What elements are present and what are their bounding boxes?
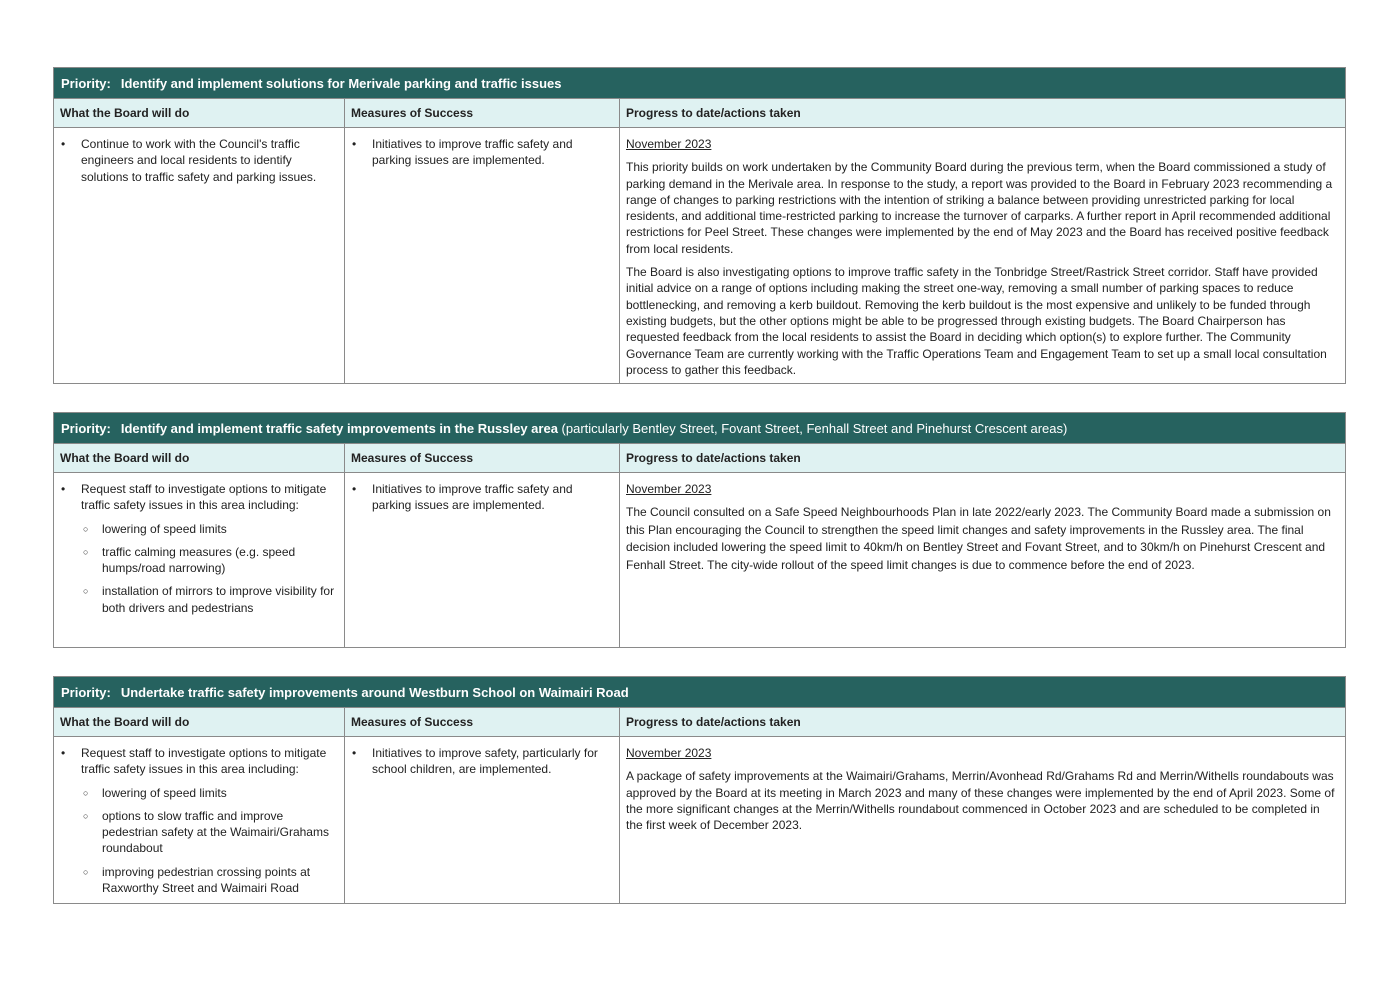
actions-cell	[54, 128, 345, 383]
table-body-row	[54, 737, 1345, 903]
priority-header	[54, 677, 1345, 707]
sub-list-item: ○ lowering of speed limits	[81, 785, 338, 801]
progress-cell	[620, 473, 1345, 647]
column-header-actions: What the Board will do	[54, 708, 345, 736]
priority-title: Identify and implement solutions for Merivale parking and traffic issues	[120, 75, 562, 91]
actions-cell	[54, 737, 345, 903]
priority-label: Priority:	[61, 420, 111, 436]
progress-paragraph: The Council consulted on a Safe Speed Neighbourhoods Plan in late 2022/early 2023. The Community Board made a submission on this Plan encouraging the Council to strengthen the speed limit changes and safety improvements in the Russley area. The final decision included lowering the speed limit to 40km/h on Bentley Street and Fovant Street, and to 30km/h on Pinehurst Crescent and Fenhall Street. The city-wide rollout of the speed limit changes is due to commence before the end of 2023.	[626, 505, 1331, 572]
progress-date: November 2023	[626, 746, 712, 760]
priority-header	[54, 413, 1345, 443]
list-item: • Continue to work with the Council's traffic engineers and local residents to identify solutions to traffic safety and parking issues.	[60, 136, 338, 185]
column-header-measures: Measures of Success	[345, 708, 620, 736]
progress-paragraph: A package of safety improvements at the Waimairi/Grahams, Merrin/Avonhead Rd/Grahams Rd and Merrin/Withells roundabouts was approved by the Board at its meeting in March 2023 and many of these changes were implemented by the end of April 2023. Some of the more significant changes at the Merrin/Withells roundabout commenced in October 2023 and are scheduled to be completed in the first week of December 2023.	[626, 769, 1335, 833]
priority-title: Undertake traffic safety improvements around Westburn School on Waimairi Road	[120, 684, 629, 700]
priority-label: Priority:	[61, 75, 111, 91]
measures-cell	[345, 473, 620, 647]
column-header-measures: Measures of Success	[345, 99, 620, 127]
column-header-actions: What the Board will do	[54, 444, 345, 472]
list-item: • Initiatives to improve traffic safety and parking issues are implemented.	[351, 136, 613, 169]
measures-cell	[345, 128, 620, 383]
priority-note: (particularly Bentley Street, Fovant Street, Fenhall Street and Pinehurst Crescent areas)	[561, 420, 1068, 436]
sub-list-item: ○ improving pedestrian crossing points at Raxworthy Street and Waimairi Road	[81, 864, 338, 897]
actions-cell	[54, 473, 345, 647]
priority-table-westburn	[53, 676, 1346, 904]
list-item: • Initiatives to improve traffic safety and parking issues are implemented.	[351, 481, 613, 514]
column-header-progress: Progress to date/actions taken	[626, 715, 801, 729]
sub-list-item: ○ lowering of speed limits	[81, 521, 338, 537]
progress-cell	[620, 128, 1345, 383]
action-intro: Request staff to investigate options to mitigate traffic safety issues in this area including:	[81, 482, 327, 513]
sub-list-item: ○ options to slow traffic and improve pedestrian safety at the Waimairi/Grahams roundabout	[81, 808, 338, 857]
column-header-actions: What the Board will do	[54, 99, 345, 127]
progress-date: November 2023	[626, 482, 712, 496]
progress-date: November 2023	[626, 137, 712, 151]
action-intro: Request staff to investigate options to mitigate traffic safety issues in this area including:	[81, 746, 327, 777]
column-header-progress: Progress to date/actions taken	[626, 106, 801, 120]
column-header-measures: Measures of Success	[345, 444, 620, 472]
priority-header	[54, 68, 1345, 98]
column-header-row	[54, 707, 1345, 737]
priority-label: Priority:	[61, 684, 111, 700]
list-item	[60, 745, 338, 896]
column-header-row	[54, 98, 1345, 128]
sub-list-item: ○ installation of mirrors to improve visibility for both drivers and pedestrians	[81, 583, 338, 616]
column-header-progress: Progress to date/actions taken	[626, 451, 801, 465]
column-header-row	[54, 443, 1345, 473]
measures-cell	[345, 737, 620, 903]
priority-table-merivale	[53, 67, 1346, 384]
progress-paragraph: This priority builds on work undertaken by the Community Board during the previous term, when the Board commissioned a study of parking demand in the Merivale area. In response to the study, a report was provided to the Board in February 2023 recommending a range of changes to parking restrictions with the intention of striking a balance between providing unrestricted parking for local residents, and additional time-restricted parking to increase the turnover of carparks. A further report in April recommended additional restrictions for Peel Street. These changes were implemented by the end of May 2023 and the Board has received positive feedback from local residents.	[626, 160, 1333, 256]
priority-table-russley	[53, 412, 1346, 648]
table-body-row	[54, 473, 1345, 647]
list-item	[60, 481, 338, 616]
priority-title: Identify and implement traffic safety improvements in the Russley area	[120, 420, 558, 436]
progress-cell	[620, 737, 1345, 903]
sub-list-item: ○ traffic calming measures (e.g. speed humps/road narrowing)	[81, 544, 338, 577]
progress-paragraph: The Board is also investigating options to improve traffic safety in the Tonbridge Street/Rastrick Street corridor. Staff have provided initial advice on a range of options including making the street one-way, removing a small number of parking spaces to reduce bottlenecking, and removing a kerb buildout. Removing the kerb buildout is the most expensive and unlikely to be funded through existing budgets, but the other options might be able to be progressed through existing budgets. The Board Chairperson has requested feedback from the local residents to assist the Board in deciding which option(s) to explore further. The Community Governance Team are currently working with the Traffic Operations Team and Engagement Team to set up a small local consultation process to gather this feedback.	[626, 265, 1327, 377]
list-item: • Initiatives to improve safety, particularly for school children, are implemented.	[351, 745, 613, 778]
table-body-row	[54, 128, 1345, 383]
